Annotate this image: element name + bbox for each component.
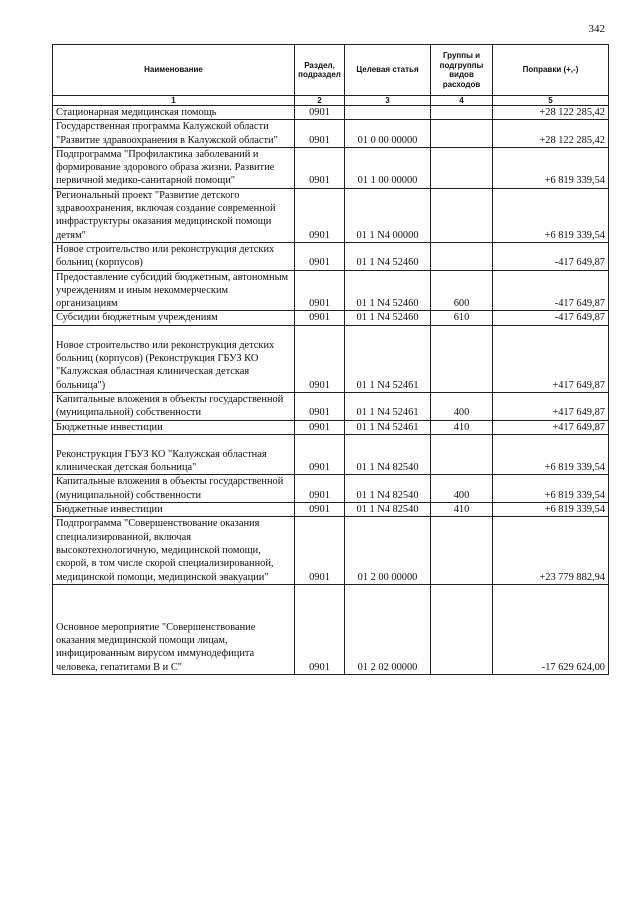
table-row bbox=[53, 311, 609, 325]
row-amount: -417 649,87 bbox=[493, 242, 609, 270]
table-row bbox=[53, 120, 609, 148]
row-section: 0901 bbox=[295, 188, 345, 242]
row-amount: -17 629 624,00 bbox=[493, 584, 609, 674]
row-section: 0901 bbox=[295, 584, 345, 674]
row-group: 600 bbox=[431, 270, 493, 311]
row-name: Бюджетные инвестиции bbox=[53, 420, 295, 434]
row-target: 01 1 N4 52460 bbox=[345, 270, 431, 311]
row-target: 01 2 00 00000 bbox=[345, 517, 431, 584]
column-number: 1 bbox=[53, 96, 295, 106]
row-target: 01 1 00 00000 bbox=[345, 147, 431, 188]
row-section: 0901 bbox=[295, 517, 345, 584]
row-section: 0901 bbox=[295, 147, 345, 188]
column-number: 3 bbox=[345, 96, 431, 106]
row-amount: +28 122 285,42 bbox=[493, 106, 609, 120]
row-amount: +6 819 339,54 bbox=[493, 503, 609, 517]
row-group: 410 bbox=[431, 503, 493, 517]
row-amount: -417 649,87 bbox=[493, 270, 609, 311]
row-section: 0901 bbox=[295, 242, 345, 270]
row-section: 0901 bbox=[295, 270, 345, 311]
row-group bbox=[431, 584, 493, 674]
row-name: Региональный проект "Развитие детского здравоохранения, включая создание современной инфраструктуры оказания медицинской помощи детям" bbox=[53, 188, 295, 242]
row-target: 01 1 N4 82540 bbox=[345, 434, 431, 475]
row-group bbox=[431, 188, 493, 242]
row-group: 610 bbox=[431, 311, 493, 325]
row-section: 0901 bbox=[295, 311, 345, 325]
row-name: Государственная программа Калужской области "Развитие здравоохранения в Калужской области" bbox=[53, 120, 295, 148]
column-number: 5 bbox=[493, 96, 609, 106]
row-target: 01 1 N4 52461 bbox=[345, 325, 431, 392]
table-row bbox=[53, 106, 609, 120]
header-section: Раздел, подраздел bbox=[295, 45, 345, 96]
row-target bbox=[345, 106, 431, 120]
row-target: 01 1 N4 52461 bbox=[345, 392, 431, 420]
row-name: Бюджетные инвестиции bbox=[53, 503, 295, 517]
header-name: Наименование bbox=[53, 45, 295, 96]
row-amount: +6 819 339,54 bbox=[493, 475, 609, 503]
row-section: 0901 bbox=[295, 434, 345, 475]
row-section: 0901 bbox=[295, 503, 345, 517]
row-amount: +28 122 285,42 bbox=[493, 120, 609, 148]
table-row bbox=[53, 242, 609, 270]
table-row bbox=[53, 147, 609, 188]
table-row bbox=[53, 475, 609, 503]
row-group bbox=[431, 325, 493, 392]
row-name: Стационарная медицинская помощь bbox=[53, 106, 295, 120]
row-target: 01 2 02 00000 bbox=[345, 584, 431, 674]
row-name: Капитальные вложения в объекты государственной (муниципальной) собственности bbox=[53, 475, 295, 503]
row-name: Подпрограмма "Профилактика заболеваний и формирование здорового образа жизни. Развитие первичной медико-санитарной помощи" bbox=[53, 147, 295, 188]
header-target: Целевая статья bbox=[345, 45, 431, 96]
row-section: 0901 bbox=[295, 475, 345, 503]
table-row bbox=[53, 392, 609, 420]
column-number: 2 bbox=[295, 96, 345, 106]
header-group: Группы и подгруппы видов расходов bbox=[431, 45, 493, 96]
row-name: Новое строительство или реконструкция детских больниц (корпусов) bbox=[53, 242, 295, 270]
table-row bbox=[53, 434, 609, 475]
table-row bbox=[53, 188, 609, 242]
row-amount: +6 819 339,54 bbox=[493, 147, 609, 188]
table-row bbox=[53, 325, 609, 392]
row-target: 01 1 N4 52460 bbox=[345, 242, 431, 270]
row-target: 01 1 N4 52461 bbox=[345, 420, 431, 434]
row-name: Основное мероприятие "Совершенствование оказания медицинской помощи лицам, инфицированным вирусом иммунодефицита человека, гепатитами В и С" bbox=[53, 584, 295, 674]
header-amount: Поправки (+,-) bbox=[493, 45, 609, 96]
table-row bbox=[53, 584, 609, 674]
budget-amendments-table bbox=[52, 44, 609, 675]
row-group bbox=[431, 106, 493, 120]
row-amount: +6 819 339,54 bbox=[493, 434, 609, 475]
row-group bbox=[431, 242, 493, 270]
row-amount: -417 649,87 bbox=[493, 311, 609, 325]
table-row bbox=[53, 420, 609, 434]
row-group bbox=[431, 517, 493, 584]
row-target: 01 1 N4 82540 bbox=[345, 475, 431, 503]
row-group bbox=[431, 120, 493, 148]
table-row bbox=[53, 517, 609, 584]
row-group: 400 bbox=[431, 475, 493, 503]
row-amount: +23 779 882,94 bbox=[493, 517, 609, 584]
row-target: 01 1 N4 00000 bbox=[345, 188, 431, 242]
column-number: 4 bbox=[431, 96, 493, 106]
row-name: Реконструкция ГБУЗ КО "Калужская областная клиническая детская больница" bbox=[53, 434, 295, 475]
row-target: 01 0 00 00000 bbox=[345, 120, 431, 148]
row-name: Субсидии бюджетным учреждениям bbox=[53, 311, 295, 325]
row-name: Предоставление субсидий бюджетным, автономным учреждениям и иным некоммерческим организациям bbox=[53, 270, 295, 311]
header-row bbox=[53, 45, 609, 96]
row-section: 0901 bbox=[295, 325, 345, 392]
row-group bbox=[431, 147, 493, 188]
row-group: 410 bbox=[431, 420, 493, 434]
row-amount: +417 649,87 bbox=[493, 325, 609, 392]
row-section: 0901 bbox=[295, 106, 345, 120]
row-section: 0901 bbox=[295, 420, 345, 434]
row-target: 01 1 N4 82540 bbox=[345, 503, 431, 517]
row-amount: +417 649,87 bbox=[493, 420, 609, 434]
row-group: 400 bbox=[431, 392, 493, 420]
row-section: 0901 bbox=[295, 392, 345, 420]
table-row bbox=[53, 270, 609, 311]
row-group bbox=[431, 434, 493, 475]
row-name: Новое строительство или реконструкция детских больниц (корпусов) (Реконструкция ГБУЗ КО "Калужская областная клиническая детская больница") bbox=[53, 325, 295, 392]
row-amount: +6 819 339,54 bbox=[493, 188, 609, 242]
table-row bbox=[53, 503, 609, 517]
row-amount: +417 649,87 bbox=[493, 392, 609, 420]
page-number: 342 bbox=[588, 23, 605, 35]
row-name: Капитальные вложения в объекты государственной (муниципальной) собственности bbox=[53, 392, 295, 420]
row-name: Подпрограмма "Совершенствование оказания специализированной, включая высокотехнологичную, медицинской помощи, скорой, в том числе скорой специализированной, медицинской помощи, медицинской эвакуации" bbox=[53, 517, 295, 584]
row-target: 01 1 N4 52460 bbox=[345, 311, 431, 325]
column-number-row bbox=[53, 96, 609, 106]
row-section: 0901 bbox=[295, 120, 345, 148]
